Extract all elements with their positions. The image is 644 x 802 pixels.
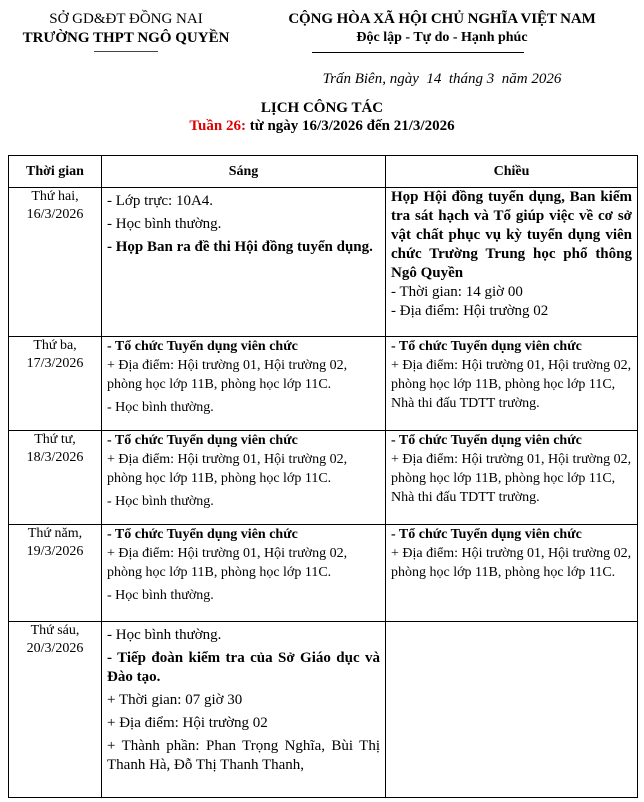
afternoon-cell [386, 622, 638, 798]
day-name: Thứ hai, [31, 189, 79, 204]
morning-cell [102, 622, 386, 798]
morning-item: - Học bình thường. [107, 216, 222, 232]
afternoon-item: - Địa điểm: Hội trường 02 [391, 303, 549, 319]
week-number: Tuần 26: [189, 118, 246, 134]
table-row [9, 622, 638, 798]
afternoon-cell [386, 337, 638, 431]
schedule-table [8, 155, 638, 798]
week-subtitle [0, 118, 644, 135]
afternoon-cell [386, 525, 638, 622]
morning-cell [102, 188, 386, 337]
afternoon-item: + Địa điểm: Hội trường 01, Hội trường 02, phòng học lớp 11B, phòng học lớp 11C, Nhà thi đấu TDTT trường. [391, 452, 632, 505]
day-cell [9, 525, 102, 622]
morning-cell [102, 525, 386, 622]
morning-item: - Lớp trực: 10A4. [107, 193, 214, 209]
morning-cell [102, 431, 386, 525]
afternoon-cell [386, 431, 638, 525]
table-row [9, 188, 638, 337]
morning-item: + Địa điểm: Hội trường 01, Hội trường 02, phòng học lớp 11B, phòng học lớp 11C. [107, 546, 348, 580]
afternoon-item: - Thời gian: 14 giờ 00 [391, 284, 523, 300]
issuer-underline [94, 51, 158, 52]
day-name: Thứ năm, [27, 526, 83, 541]
afternoon-item: + Địa điểm: Hội trường 01, Hội trường 02, phòng học lớp 11B, phòng học lớp 11C. [391, 546, 632, 580]
afternoon-item: - Tổ chức Tuyển dụng viên chức [391, 433, 582, 448]
header-time: Thời gian [9, 156, 102, 188]
afternoon-item: - Tổ chức Tuyển dụng viên chức [391, 527, 582, 542]
day-cell [9, 337, 102, 431]
place-date: Trấn Biên, ngày 14 tháng 3 năm 2026 [322, 71, 562, 87]
table-row [9, 337, 638, 431]
day-name: Thứ ba, [33, 338, 77, 353]
department-name: SỞ GD&ĐT ĐỒNG NAI [49, 11, 203, 27]
morning-item: - Tổ chức Tuyển dụng viên chức [107, 339, 298, 354]
afternoon-item: + Địa điểm: Hội trường 01, Hội trường 02, phòng học lớp 11B, phòng học lớp 11C, Nhà thi đấu TDTT trường. [391, 358, 632, 411]
morning-item: - Tổ chức Tuyển dụng viên chức [107, 433, 298, 448]
day-name: Thứ sáu, [30, 623, 80, 638]
afternoon-item: Họp Hội đồng tuyển dụng, Ban kiểm tra sát hạch và Tổ giúp việc về cơ sở vật chất phục vụ kỳ tuyển dụng viên chức Trường Trung học phổ thông Ngô Quyền [391, 189, 632, 281]
national-header [240, 10, 644, 53]
issuer-block [0, 10, 252, 52]
morning-item: + Thời gian: 07 giờ 30 [107, 692, 243, 708]
morning-cell [102, 337, 386, 431]
morning-item: - Họp Ban ra đề thi Hội đồng tuyển dụng. [107, 239, 373, 255]
morning-item: - Học bình thường. [107, 588, 214, 603]
morning-item: - Học bình thường. [107, 627, 222, 643]
morning-item: + Thành phần: Phan Trọng Nghĩa, Bùi Thị Thanh Hà, Đỗ Thị Thanh Thanh, [107, 738, 380, 773]
header-morning: Sáng [102, 156, 386, 188]
table-header-row [9, 156, 638, 188]
day-cell [9, 431, 102, 525]
motto-underline [312, 52, 524, 53]
morning-item: + Địa điểm: Hội trường 02 [107, 715, 268, 731]
morning-item: - Học bình thường. [107, 400, 214, 415]
day-cell [9, 622, 102, 798]
morning-item: - Tổ chức Tuyển dụng viên chức [107, 527, 298, 542]
morning-item: + Địa điểm: Hội trường 01, Hội trường 02, phòng học lớp 11B, phòng học lớp 11C. [107, 452, 348, 486]
afternoon-item: - Tổ chức Tuyển dụng viên chức [391, 339, 582, 354]
day-cell [9, 188, 102, 337]
morning-item: + Địa điểm: Hội trường 01, Hội trường 02, phòng học lớp 11B, phòng học lớp 11C. [107, 358, 348, 392]
day-date: 19/3/2026 [26, 544, 84, 559]
nation-name: CỘNG HÒA XÃ HỘI CHỦ NGHĨA VIỆT NAM [288, 11, 596, 27]
header-afternoon: Chiều [386, 156, 638, 188]
day-date: 18/3/2026 [26, 450, 84, 465]
document-title: LỊCH CÔNG TÁC [260, 100, 384, 116]
day-name: Thứ tư, [34, 432, 76, 447]
national-motto: Độc lập - Tự do - Hạnh phúc [356, 30, 528, 45]
day-date: 17/3/2026 [26, 356, 84, 371]
day-date: 20/3/2026 [26, 641, 84, 656]
school-name: TRƯỜNG THPT NGÔ QUYỀN [22, 30, 230, 46]
table-row [9, 525, 638, 622]
day-date: 16/3/2026 [26, 207, 84, 222]
morning-item: - Tiếp đoàn kiểm tra của Sở Giáo dục và Đào tạo. [107, 650, 380, 685]
week-range: từ ngày 16/3/2026 đến 21/3/2026 [245, 118, 455, 134]
table-row [9, 431, 638, 525]
afternoon-cell [386, 188, 638, 337]
morning-item: - Học bình thường. [107, 494, 214, 509]
